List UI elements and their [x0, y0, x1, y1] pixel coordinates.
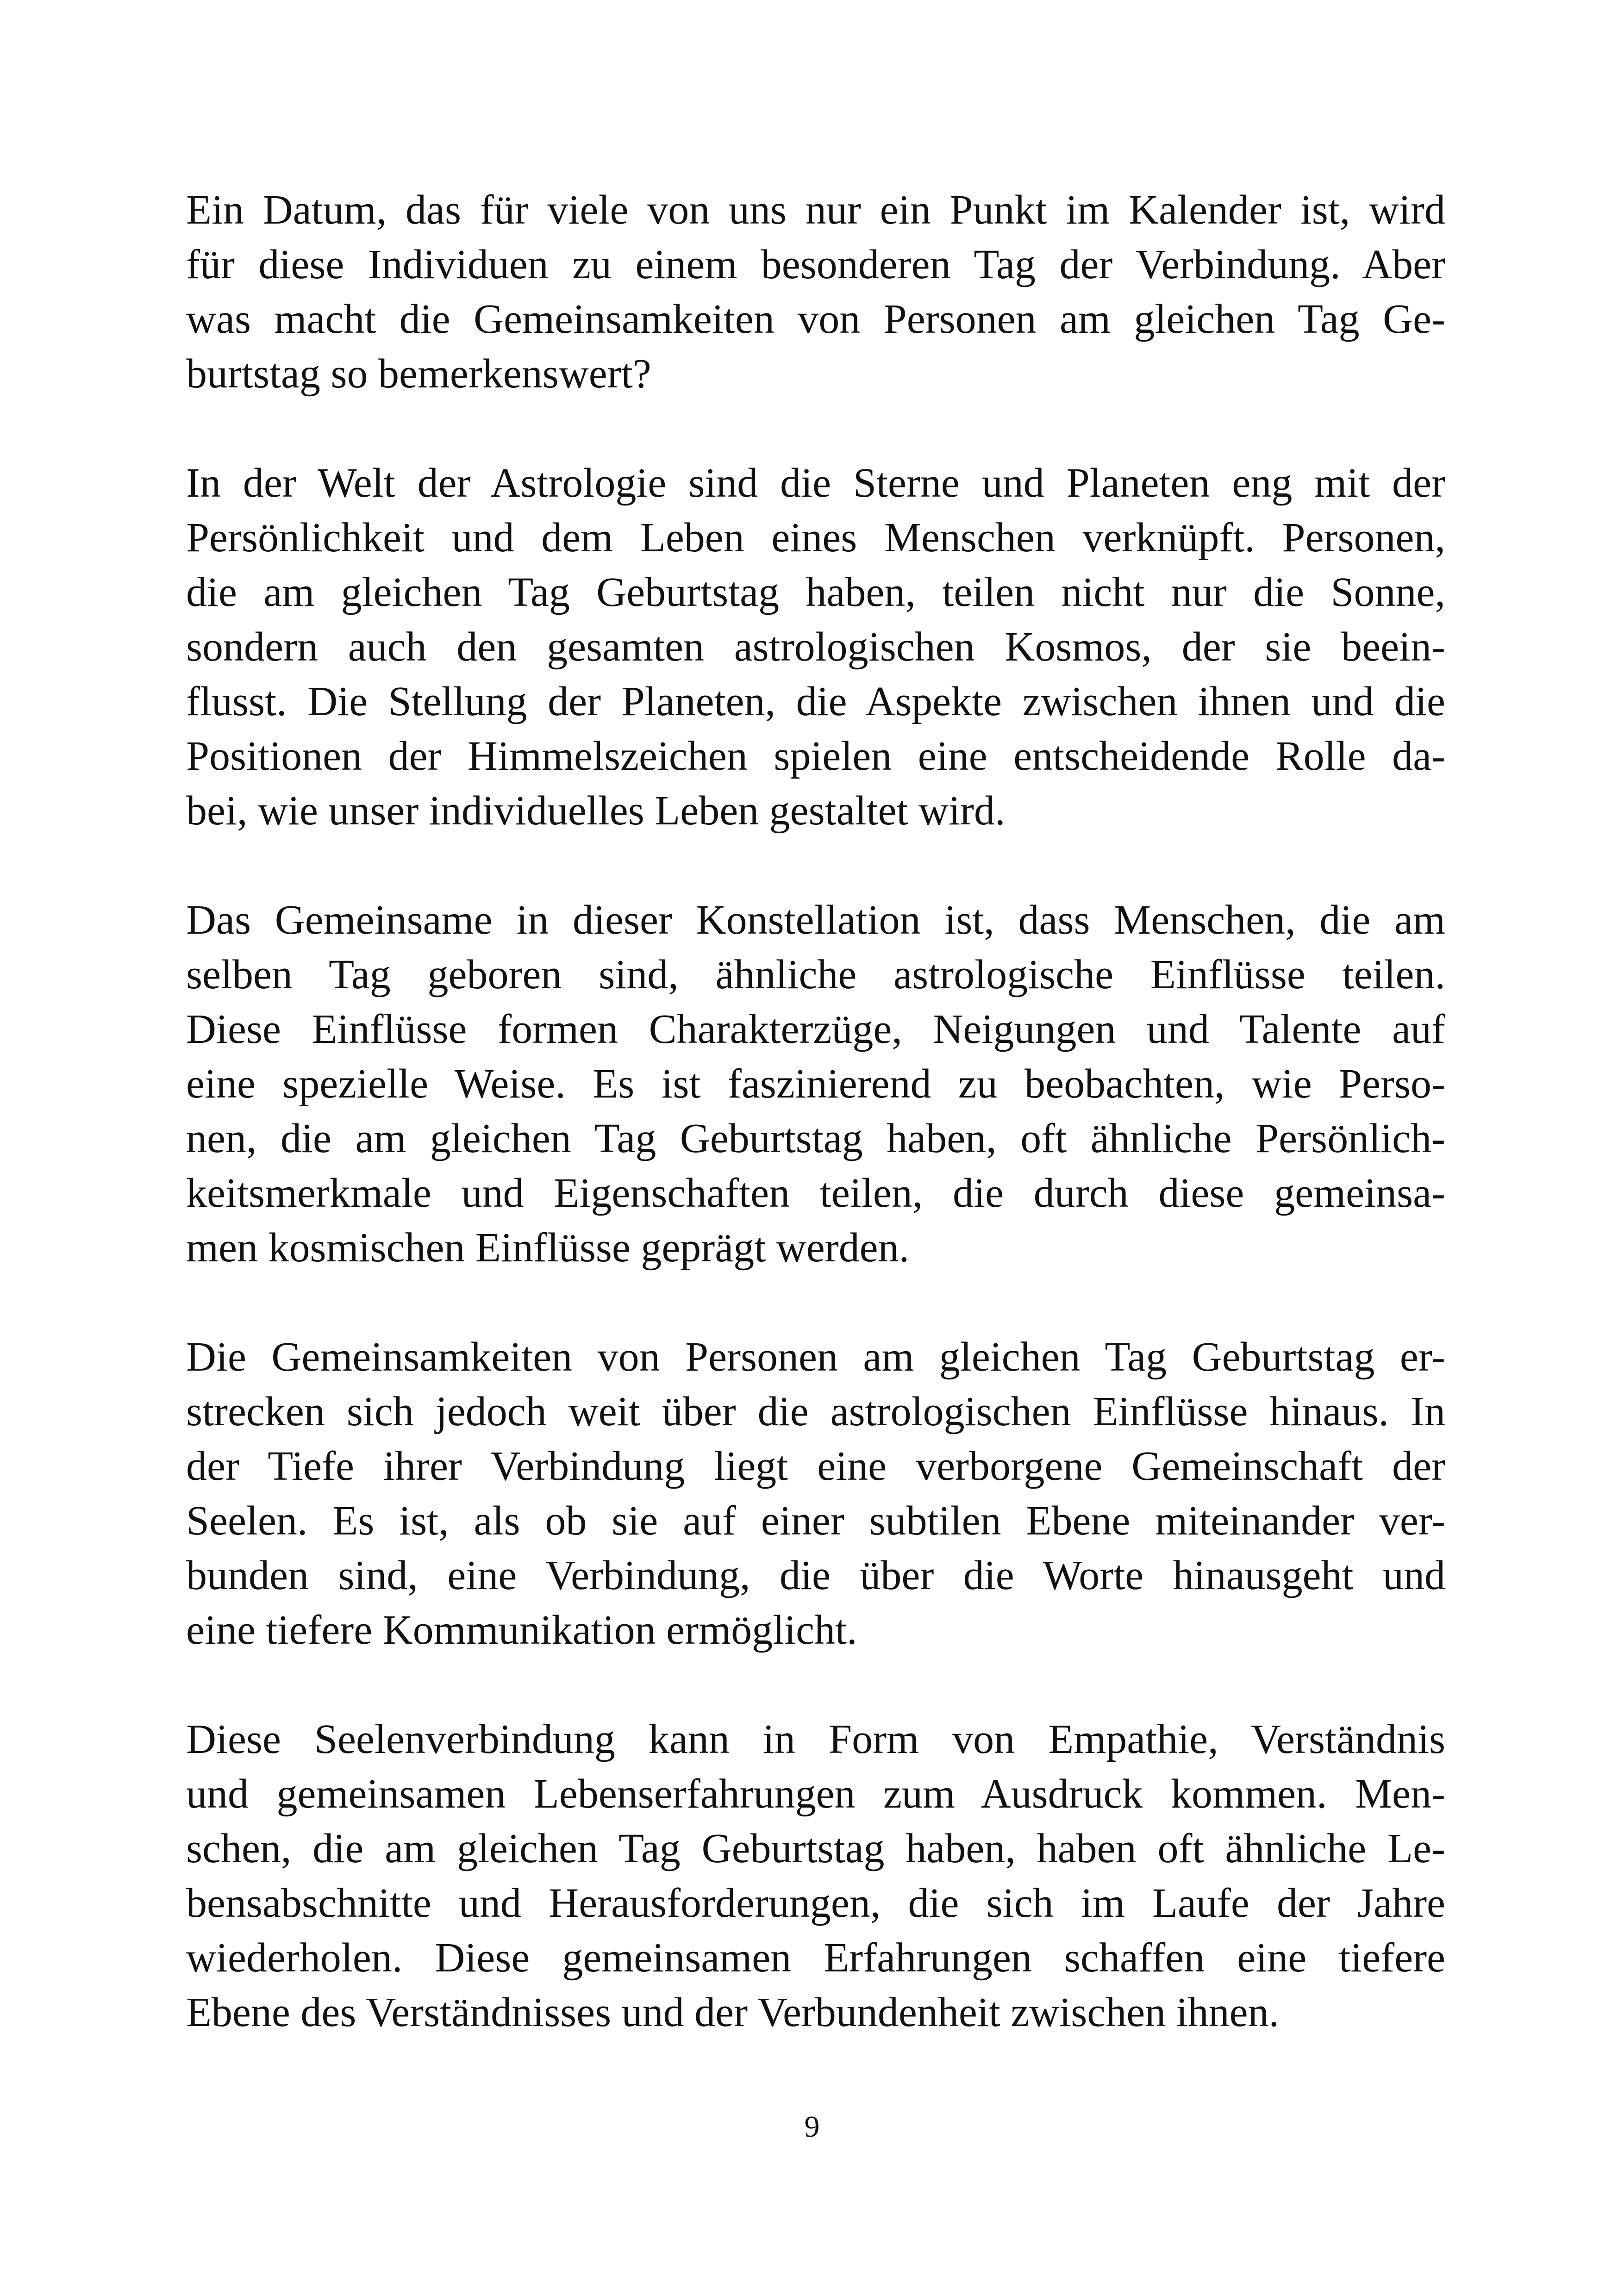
text-line: keitsmerkmale und Eigenschaften teilen, die durch diese gemeinsa- — [186, 1170, 1445, 1216]
text-line: eine tiefere Kommunikation ermöglicht. — [186, 1607, 857, 1653]
text-line: strecken sich jedoch weit über die astrologischen Einflüsse hinaus. In — [186, 1389, 1445, 1434]
text-line: Diese Einflüsse formen Charakterzüge, Neigungen und Talente auf — [186, 1006, 1445, 1052]
text-line: Diese Seelenverbindung kann in Form von Empathie, Verständnis — [186, 1716, 1445, 1762]
text-line: eine spezielle Weise. Es ist faszinierend zu beobachten, wie Perso- — [186, 1061, 1445, 1107]
text-line: sondern auch den gesamten astrologischen Kosmos, der sie beein- — [186, 624, 1445, 670]
body-text — [186, 183, 1445, 2095]
page-number: 9 — [804, 2110, 820, 2144]
text-line: Ebene des Verständnisses und der Verbundenheit zwischen ihnen. — [186, 1989, 1280, 2035]
text-line: bei, wie unser individuelles Leben gestaltet wird. — [186, 788, 1006, 834]
paragraph-1 — [186, 183, 1445, 401]
paragraph-4 — [186, 1330, 1445, 1658]
text-line: Seelen. Es ist, als ob sie auf einer subtilen Ebene miteinander ver- — [186, 1498, 1445, 1544]
text-line: schen, die am gleichen Tag Geburtstag haben, haben oft ähnliche Le- — [186, 1826, 1445, 1871]
text-line: In der Welt der Astrologie sind die Sterne und Planeten eng mit der — [186, 460, 1445, 506]
paragraph-5 — [186, 1712, 1445, 2040]
text-line: nen, die am gleichen Tag Geburtstag haben, oft ähnliche Persönlich- — [186, 1116, 1445, 1161]
text-line: Persönlichkeit und dem Leben eines Menschen verknüpft. Personen, — [186, 515, 1445, 561]
text-line: die am gleichen Tag Geburtstag haben, teilen nicht nur die Sonne, — [186, 569, 1445, 615]
text-line: flusst. Die Stellung der Planeten, die Aspekte zwischen ihnen und die — [186, 679, 1445, 724]
text-line: burtstag so bemerkenswert? — [186, 351, 651, 397]
text-line: Ein Datum, das für viele von uns nur ein Punkt im Kalender ist, wird — [186, 187, 1445, 233]
paragraph-3 — [186, 893, 1445, 1275]
text-line: bunden sind, eine Verbindung, die über die Worte hinausgeht und — [186, 1553, 1445, 1598]
text-line: und gemeinsamen Lebenserfahrungen zum Ausdruck kommen. Men- — [186, 1771, 1445, 1817]
text-line: Positionen der Himmelszeichen spielen eine entscheidende Rolle da- — [186, 733, 1445, 779]
text-line: wiederholen. Diese gemeinsamen Erfahrungen schaffen eine tiefere — [186, 1935, 1445, 1981]
text-line: Das Gemeinsame in dieser Konstellation ist, dass Menschen, die am — [186, 897, 1445, 943]
text-line: der Tiefe ihrer Verbindung liegt eine verborgene Gemeinschaft der — [186, 1443, 1445, 1489]
text-line: men kosmischen Einflüsse geprägt werden. — [186, 1225, 910, 1271]
text-line: bensabschnitte und Herausforderungen, die sich im Laufe der Jahre — [186, 1880, 1445, 1926]
text-line: Die Gemeinsamkeiten von Personen am gleichen Tag Geburtstag er- — [186, 1334, 1445, 1380]
text-line: was macht die Gemeinsamkeiten von Personen am gleichen Tag Ge- — [186, 296, 1445, 342]
text-line: selben Tag geboren sind, ähnliche astrologische Einflüsse teilen. — [186, 952, 1445, 998]
paragraph-2 — [186, 456, 1445, 838]
text-line: für diese Individuen zu einem besonderen Tag der Verbindung. Aber — [186, 242, 1445, 287]
